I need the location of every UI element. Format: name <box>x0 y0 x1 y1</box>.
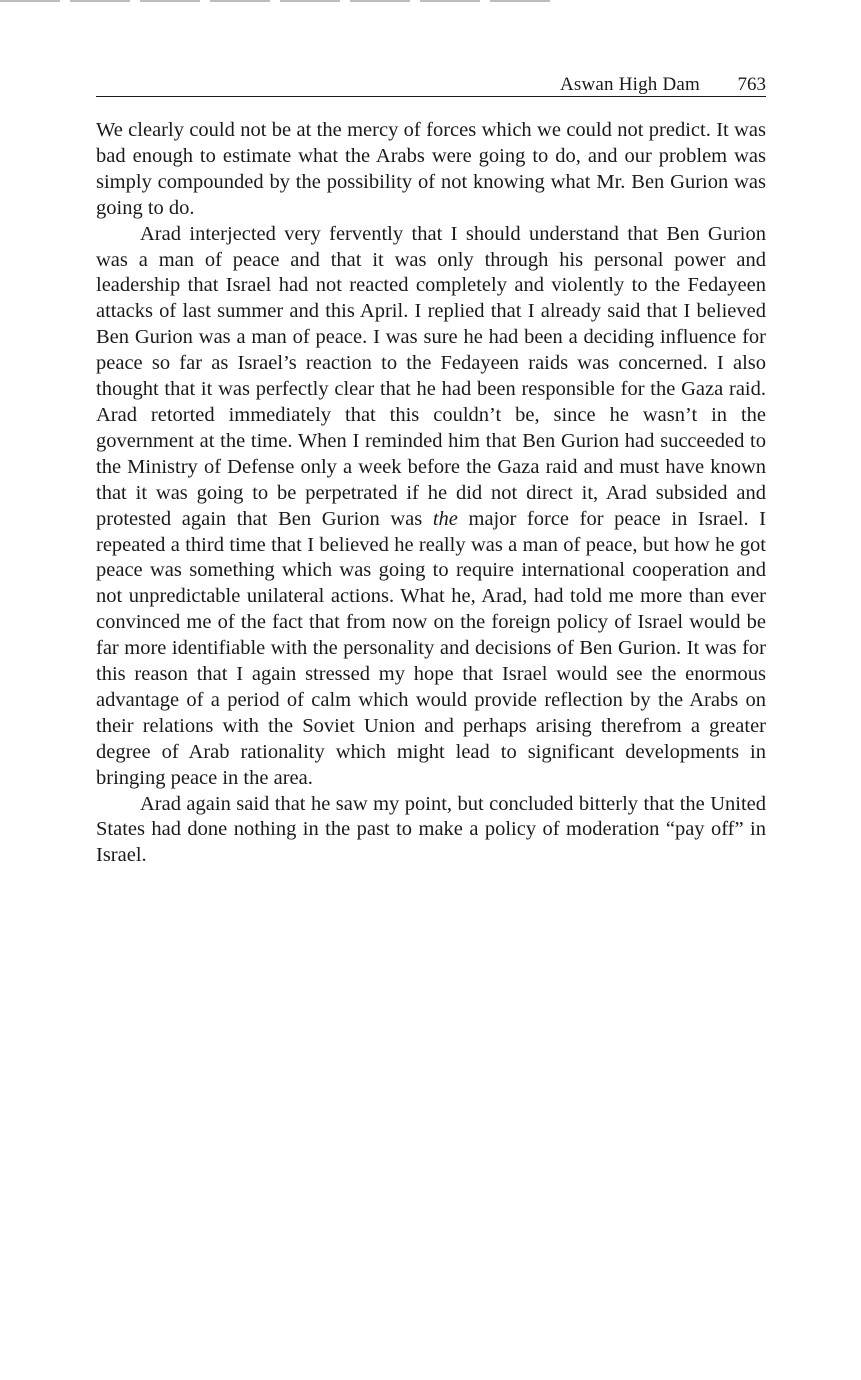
running-head-title: Aswan High Dam <box>559 74 700 95</box>
paragraph-2-text-a: Arad interjected very fervently that I should understand that Ben Gurion was a man of peace and that it was only through his personal power and leadership that Israel had not reacted completely and violently to the Fedayeen attacks of last summer and this April. I replied that I already said that I believed Ben Gurion was a man of peace. I was sure he had been a deciding influence for peace so far as Israel’s reaction to the Fedayeen raids was concerned. I also thought that it was perfectly clear that he had been responsible for the Gaza raid. Arad retorted immediately that this couldn’t be, since he wasn’t in the government at the time. When I reminded him that Ben Gurion had succeeded to the Ministry of Defense only a week before the Gaza raid and must have known that it was going to be perpetrated if he did not direct it, Arad subsided and protested again that Ben Gurion was <box>96 222 766 530</box>
paragraph-2-text-b: major force for peace in Israel. I repeated a third time that I believed he really was a man of peace, but how he got peace was something which was going to require international cooperation and not unpredictable unilateral actions. What he, Arad, had told me more than ever convinced me of the fact that from now on the foreign policy of Israel would be far more identifiable with the personality and decisions of Ben Gurion. It was for this reason that I again stressed my hope that Israel would see the enormous advantage of a period of calm which would provide reflection by the Arabs on their relations with the Soviet Union and perhaps arising therefrom a greater degree of Arab rationality which might lead to significant developments in bringing peace in the area. <box>96 507 766 789</box>
top-edge-rule <box>0 0 560 2</box>
running-head <box>96 74 766 97</box>
body-text <box>96 118 766 869</box>
paragraph-2 <box>96 222 766 792</box>
page-number: 763 <box>737 74 766 95</box>
paragraph-3: Arad again said that he saw my point, but concluded bitterly that the United States had done nothing in the past to make a policy of moderation “pay off” in Israel. <box>96 792 766 867</box>
paragraph-2-emphasis: the <box>432 507 458 530</box>
paragraph-1: We clearly could not be at the mercy of forces which we could not predict. It was bad enough to estimate what the Arabs were going to do, and our problem was simply compounded by the possibility of not knowing what Mr. Ben Gurion was going to do. <box>96 119 766 219</box>
